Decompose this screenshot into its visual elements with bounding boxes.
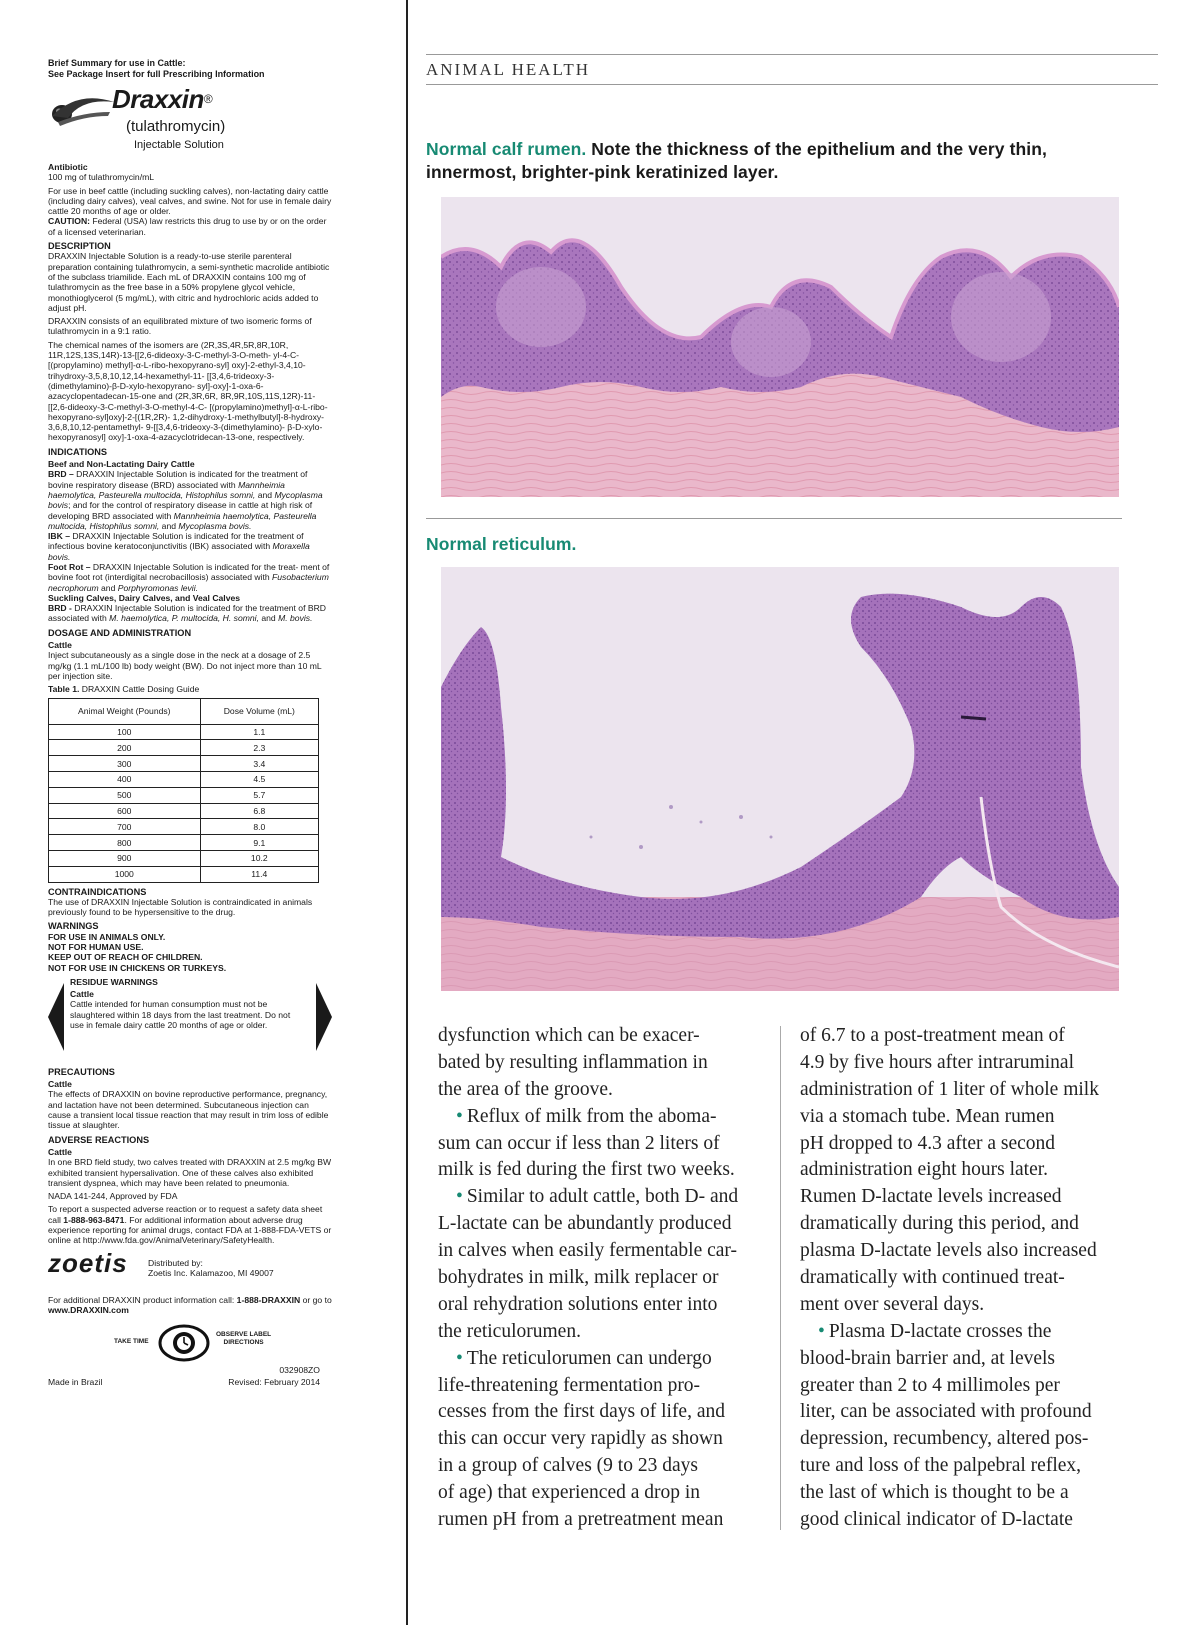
volume-cell: 5.7 <box>200 787 318 803</box>
indications-heading: INDICATIONS <box>48 446 108 457</box>
text-line: • Reflux of milk from the aboma- <box>456 1105 717 1127</box>
text-line: L-lactate can be abundantly produced <box>438 1213 732 1235</box>
text-line: in a group of calves (9 to 23 days <box>438 1455 698 1477</box>
caution-text: CAUTION: Federal (USA) law restricts this drug to use by or on the order of a licensed veterinarian. <box>48 216 327 237</box>
text-line: liter, can be associated with profound <box>800 1401 1092 1423</box>
description-heading: DESCRIPTION <box>48 241 111 252</box>
antibiotic-text: 100 mg of tulathromycin/mL <box>48 172 155 183</box>
table-caption: Table 1. DRAXXIN Cattle Dosing Guide <box>48 684 200 695</box>
text-line: ment over several days. <box>800 1293 985 1315</box>
drug-brief-summary <box>48 58 332 1389</box>
description-text-2: DRAXXIN consists of an equilibrated mixture of two isomeric forms of tulathromycin in a 9:1 ratio. <box>48 316 312 337</box>
draxxin-swoosh-icon <box>48 94 114 130</box>
text-line: of 6.7 to a post-treatment mean of <box>800 1025 1065 1046</box>
table-header-weight: Animal Weight (Pounds) <box>49 698 201 724</box>
text-line: administration of 1 liter of whole milk <box>800 1078 1099 1100</box>
draxxin-logo <box>48 84 332 160</box>
rumen-histology-image <box>441 197 1119 497</box>
footer-row <box>48 1365 332 1389</box>
text-line: the reticulorumen. <box>438 1320 581 1342</box>
distributor-info: Distributed by: Zoetis Inc. Kalamazoo, MI 49007 <box>148 1257 274 1278</box>
volume-cell: 1.1 <box>200 724 318 740</box>
text-line: via a stomach tube. Mean rumen <box>800 1105 1055 1127</box>
foot-rot-indication: Foot Rot – DRAXXIN Injectable Solution is indicated for the treat- ment of bovine foot rot (interdigital necrobacillosis) associated with Fusobacterium necrophorum and Porphyromonas levii. <box>48 561 330 593</box>
zoetis-logo: zoetis <box>48 1247 128 1278</box>
text-line: this can occur very rapidly as shown <box>438 1428 723 1450</box>
weight-cell: 800 <box>49 835 201 851</box>
text-line: cesses from the first days of life, and <box>438 1401 725 1423</box>
weight-cell: 300 <box>49 756 201 772</box>
generic-name: (tulathromycin) <box>126 118 226 135</box>
warning-line: NOT FOR HUMAN USE. <box>48 942 144 952</box>
dosage-subheading: Cattle <box>48 640 72 651</box>
text-line: administration eight hours later. <box>800 1159 1049 1181</box>
residue-warnings-box <box>48 977 332 1063</box>
header-rule <box>426 84 1158 85</box>
dosage-text: Inject subcutaneously as a single dose in the neck at a dosage of 2.5 mg/kg (1.1 mL/100 lb) body weight (BW). Do not inject more than 10 mL per injection site. <box>48 650 322 681</box>
brd-indication: BRD – DRAXXIN Injectable Solution is indicated for the treatment of bovine respiratory disease (BRD) associated with Mannheimia haemolytica, Pasteurella multocida, Histophilus somni, and Mycoplasma bovis; and for the control of respiratory disease in cattle at high risk of developing BRD associated with Mannheimia haemolytica, Pasteurella multocida, Histophilus somni, and Mycoplasma bovis. <box>48 469 323 531</box>
text-line: • Plasma D-lactate crosses the <box>818 1320 1052 1342</box>
table-row <box>49 787 319 803</box>
text-line: sum can occur if less than 2 liters of <box>438 1132 720 1154</box>
table-header-row <box>49 698 319 724</box>
text-line: the last of which is thought to be a <box>800 1482 1069 1504</box>
observe-label: OBSERVE LABEL DIRECTIONS <box>216 1331 272 1347</box>
text-line: milk is fed during the first two weeks. <box>438 1159 735 1181</box>
contraindications-text: The use of DRAXXIN Injectable Solution is contraindicated in animals previously found to be hypersensitive to the drug. <box>48 896 313 918</box>
text-line: good clinical indicator of D-lactate <box>800 1509 1073 1531</box>
residue-text: Cattle intended for human consumption must not be slaughtered within 18 days from the last treatment. Do not use in female dairy cattle 20 months of age or older. <box>70 999 291 1031</box>
arrow-left-icon <box>48 983 64 1051</box>
table-row <box>49 866 319 882</box>
volume-cell: 2.3 <box>200 740 318 756</box>
description-text-3: The chemical names of the isomers are (2R,3S,4R,5R,8R,10R, 11R,12S,13S,14R)-13-[[2,6-dideoxy-3-C-methyl-3-O-meth- yl-4-C-[(propylamino) methyl]-α-L-ribo-hexopyrano-syl] oxy]-2-ethyl-3,4,10-trihydroxy-3,5,8,10,12,14-hexamethyl-11- [[3,4,6-trideoxy-3-(dimethylamino)-β-D-xylo-hexopyrano- syl]-oxy]-1-oxa-6-azacyclopentadecan-15-one and (2R,3R,6R, 8R,9R,10S,11S,12R)-11-[[2,6-dideoxy-3-C-methyl-3-O-methyl-4-C- [(propylamino)methyl]-α-L-ribo-hexopyrano-syl]oxy]-2-[(1R,2R)- 1,2-dihydroxy-1-methylbutyl]-8-hydroxy- 3,6,8,10,12-pentamethyl- 9-[[3,4,6-trideoxy-3-(dimethylamino)- β-D-xylo-hexopyranosyl] oxy]-1-oxa-4-azacyclotridecan-13-one, respectively. <box>48 339 328 443</box>
text-line: Rumen D-lactate levels increased <box>800 1186 1062 1208</box>
brd-calves-indication: BRD - DRAXXIN Injectable Solution is indicated for the treatment of BRD associated with M. haemolytica, P. multocida, H. somni, and M. bovis. <box>48 603 326 624</box>
dosage-heading: DOSAGE AND ADMINISTRATION <box>48 627 192 638</box>
column-divider <box>406 0 408 1625</box>
volume-cell: 11.4 <box>200 866 318 882</box>
weight-cell: 700 <box>49 819 201 835</box>
antibiotic-heading: Antibiotic <box>48 162 88 172</box>
bullet-icon: • <box>456 1347 463 1369</box>
weight-cell: 400 <box>49 771 201 787</box>
brand-name: Draxxin® <box>112 84 213 114</box>
take-time-badge <box>48 1321 332 1365</box>
volume-cell: 6.8 <box>200 803 318 819</box>
text-line: depression, recumbency, altered pos- <box>800 1428 1089 1450</box>
text-line: blood-brain barrier and, at levels <box>800 1347 1056 1369</box>
warning-line: KEEP OUT OF REACH OF CHILDREN. <box>48 952 203 963</box>
warnings-heading: WARNINGS <box>48 921 99 932</box>
bullet-icon: • <box>456 1105 463 1127</box>
figure-divider <box>426 518 1122 519</box>
column-rule <box>780 1026 781 1530</box>
made-in: Made in Brazil <box>48 1377 103 1388</box>
dosing-guide-table <box>48 698 319 883</box>
brief-summary-heading: Brief Summary for use in Cattle: <box>48 58 186 68</box>
table-header-volume: Dose Volume (mL) <box>200 698 318 724</box>
warning-line: FOR USE IN ANIMALS ONLY. <box>48 931 166 942</box>
arrow-right-icon <box>316 983 332 1051</box>
adverse-heading: ADVERSE REACTIONS <box>48 1134 150 1145</box>
volume-cell: 4.5 <box>200 771 318 787</box>
bullet-icon: • <box>456 1186 463 1208</box>
text-line: in calves when easily fermentable car- <box>438 1240 738 1262</box>
text-line: • Similar to adult cattle, both D- and <box>456 1186 739 1208</box>
text-line: rumen pH from a pretreatment mean <box>438 1509 724 1531</box>
see-insert-note: See Package Insert for full Prescribing Information <box>48 69 265 79</box>
text-line: bated by resulting inflammation in <box>438 1051 708 1073</box>
indications-subheading-calves: Suckling Calves, Dairy Calves, and Veal Calves <box>48 592 241 603</box>
weight-cell: 600 <box>49 803 201 819</box>
precautions-text: The effects of DRAXXIN on bovine reproductive performance, pregnancy, and lactation have not been determined. Subcutaneous injection can cause a transient local tissue reaction that may result in trim loss of edible tissue at slaughter. <box>48 1089 329 1131</box>
text-line: 4.9 by five hours after intraruminal <box>800 1051 1074 1073</box>
bullet-icon: • <box>818 1320 825 1342</box>
weight-cell: 200 <box>49 740 201 756</box>
residue-subheading: Cattle <box>70 989 94 1000</box>
text-line: pH dropped to 4.3 after a second <box>800 1132 1056 1154</box>
report-text: To report a suspected adverse reaction or to request a safety data sheet call 1-888-963-8471. For additional information about adverse drug experience reporting for animal drugs, contact FDA at 1-888-FDA-VETS or online at http://www.fda.gov/AnimalVeterinary/SafetyHealth. <box>48 1204 332 1246</box>
article-column-right <box>800 1023 1140 1534</box>
text-line: oral rehydration solutions enter into <box>438 1293 718 1315</box>
additional-info-text: For additional DRAXXIN product information call: 1-888-DRAXXIN or go to www.DRAXXIN.com <box>48 1294 332 1315</box>
take-time-label: TAKE TIME <box>114 1338 149 1346</box>
weight-cell: 500 <box>49 787 201 803</box>
text-line: plasma D-lactate levels also increased <box>800 1240 1097 1262</box>
text-line: ture and loss of the palpebral reflex, <box>800 1455 1082 1477</box>
article-column-left <box>438 1023 760 1534</box>
table-row <box>49 803 319 819</box>
text-line: the area of the groove. <box>438 1078 613 1100</box>
weight-cell: 100 <box>49 724 201 740</box>
adverse-text: In one BRD field study, two calves treated with DRAXXIN at 2.5 mg/kg BW exhibited transient hypersalivation. One of these calves also exhibited transient dyspnea, which may have been related to pneumonia. <box>48 1157 332 1188</box>
table-row <box>49 835 319 851</box>
table-row <box>49 740 319 756</box>
text-line: • The reticulorumen can undergo <box>456 1347 712 1369</box>
text-line: greater than 2 to 4 millimoles per <box>800 1374 1060 1396</box>
residue-heading: RESIDUE WARNINGS <box>70 976 158 987</box>
text-line: dramatically with continued treat- <box>800 1267 1065 1289</box>
section-label: ANIMAL HEALTH <box>426 60 591 79</box>
text-line: life-threatening fermentation pro- <box>438 1374 701 1396</box>
use-text: For use in beef cattle (including suckling calves), non-lactating dairy cattle (including dairy calves), veal calves, and swine. Not for use in female dairy cattle 20 months of age or older. <box>48 185 332 217</box>
contraindications-heading: CONTRAINDICATIONS <box>48 886 147 897</box>
volume-cell: 3.4 <box>200 756 318 772</box>
weight-cell: 900 <box>49 850 201 866</box>
ibk-indication: IBK – DRAXXIN Injectable Solution is indicated for the treatment of infectious bovine keratoconjunctivitis (IBK) associated with Moraxella bovis. <box>48 531 310 562</box>
text-line: of age) that experienced a drop in <box>438 1482 701 1504</box>
nada-text: NADA 141-244, Approved by FDA <box>48 1191 178 1202</box>
text-line: bohydrates in milk, milk replacer or <box>438 1267 719 1289</box>
volume-cell: 9.1 <box>200 835 318 851</box>
volume-cell: 10.2 <box>200 850 318 866</box>
table-row <box>49 756 319 772</box>
warning-line: NOT FOR USE IN CHICKENS OR TURKEYS. <box>48 962 227 973</box>
figure-caption-rumen: Normal calf rumen. Note the thickness of the epithelium and the very thin, innermost, brighter-pink keratinized layer. <box>426 139 1047 182</box>
product-code: 032908ZO <box>279 1365 320 1376</box>
table-row <box>49 819 319 835</box>
reticulum-histology-image <box>441 567 1119 991</box>
description-text-1: DRAXXIN Injectable Solution is a ready-to-use sterile parenteral preparation containing tulathromycin, a semi-synthetic macrolide antibiotic of the subclass triamilide. Each mL of DRAXXIN contains 100 mg of tulathromycin as the free base in a 50% propylene glycol vehicle, monothioglycerol (5 mg/mL), with citric and hydrochloric acids added to adjust pH. <box>48 251 330 313</box>
table-row <box>49 850 319 866</box>
distributor-row <box>48 1247 332 1292</box>
table-row <box>49 724 319 740</box>
text-line: dysfunction which can be exacer- <box>438 1025 700 1046</box>
eye-icon <box>158 1323 210 1363</box>
table-row <box>49 771 319 787</box>
text-line: dramatically during this period, and <box>800 1213 1079 1235</box>
precautions-heading: PRECAUTIONS <box>48 1066 115 1077</box>
weight-cell: 1000 <box>49 866 201 882</box>
figure-caption-reticulum: Normal reticulum. <box>426 534 577 554</box>
precautions-subheading: Cattle <box>48 1079 72 1090</box>
revision-date: Revised: February 2014 <box>228 1377 320 1388</box>
adverse-subheading: Cattle <box>48 1146 72 1157</box>
dosage-form: Injectable Solution <box>134 139 224 151</box>
indications-subheading-beef: Beef and Non-Lactating Dairy Cattle <box>48 459 195 470</box>
header-rule <box>426 54 1158 55</box>
volume-cell: 8.0 <box>200 819 318 835</box>
